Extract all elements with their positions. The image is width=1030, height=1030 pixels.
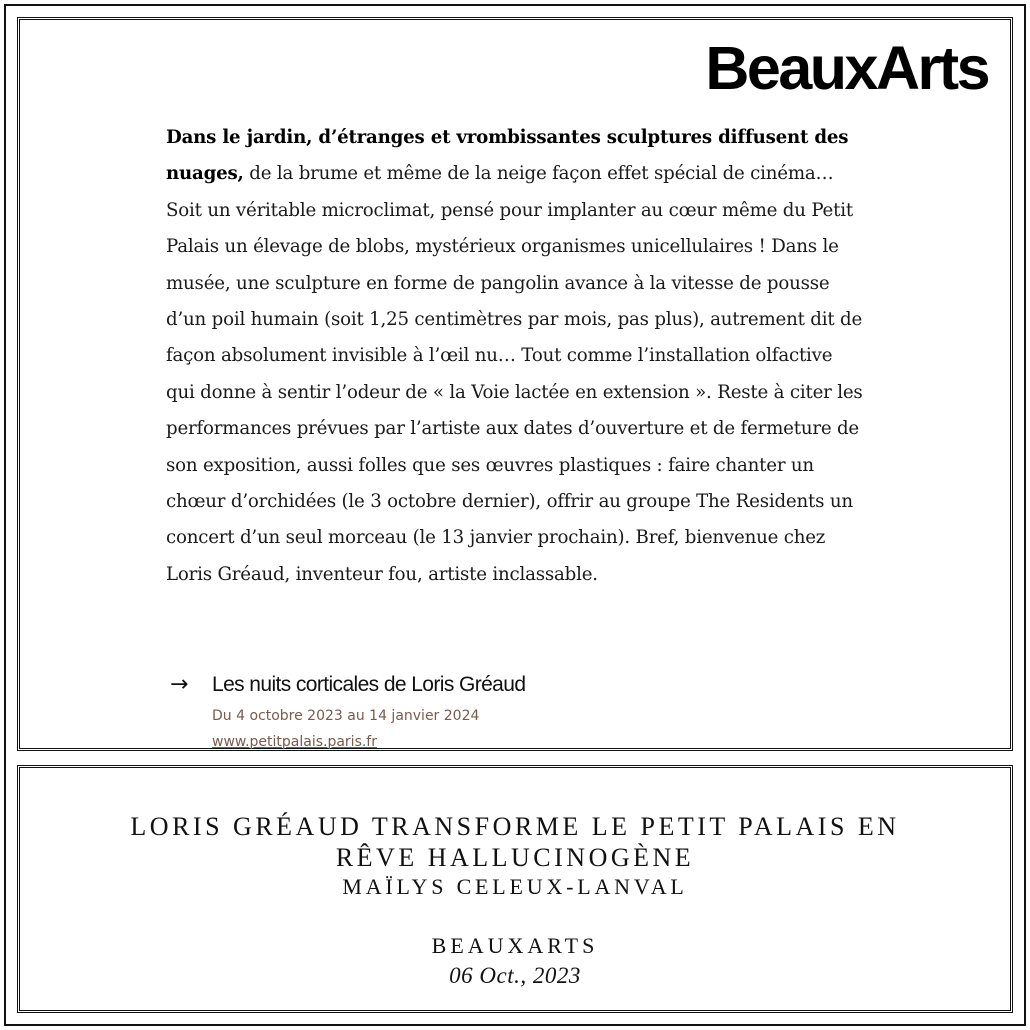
- citation-author: MAÏLYS CELEUX-LANVAL: [342, 874, 688, 899]
- citation-title-text: LORIS GRÉAUD TRANSFORME LE PETIT PALAIS EN RÊVE HALLUCINOGÈNE: [130, 812, 900, 872]
- article-body: de la brume et même de la neige façon effet spécial de cinéma… Soit un véritable microclimat, pensé pour implanter au cœur même du Petit Palais un élevage de blobs, mystérieux organismes unicellulaires ! Dans le musée, une sculpture en forme de pangolin avance à la vitesse de pousse d’un poil humain (soit 1,25 centimètres par mois, pas plus), autrement dit de façon absolument invisible à l’œil nu… Tout comme l’installation olfactive qui donne à sentir l’odeur de « la Voie lactée en extension ». Reste à citer les performances prévues par l’artiste aux dates d’ouverture et de fermeture de son exposition, aussi folles que ses œuvres plastiques : faire chanter un chœur d’orchidées (le 3 octobre dernier), offrir au groupe The Residents un concert d’un seul morceau (le 13 janvier prochain). Bref, bienvenue chez Loris Gréaud, inventeur fou, artiste inclassable.: [166, 163, 863, 585]
- citation-box: [17, 765, 1013, 1013]
- event-website-link[interactable]: www.petitpalais.paris.fr: [212, 734, 377, 750]
- article-lead: Dans le jardin, d’étranges et vrombissantes sculptures diffusent des nuages,: [166, 127, 849, 185]
- article-clipping: [17, 17, 1013, 751]
- citation-title: [20, 811, 1010, 873]
- event-title: Les nuits corticales de Loris Gréaud: [212, 673, 526, 696]
- event-dates: Du 4 octobre 2023 au 14 janvier 2024: [212, 708, 480, 724]
- article-paragraph: [166, 120, 866, 593]
- beauxarts-logo: BeauxArts: [705, 34, 988, 102]
- citation-date: 06 Oct., 2023: [449, 963, 581, 988]
- arrow-right-icon: →: [170, 672, 189, 697]
- citation-source: BEAUXARTS: [431, 933, 599, 958]
